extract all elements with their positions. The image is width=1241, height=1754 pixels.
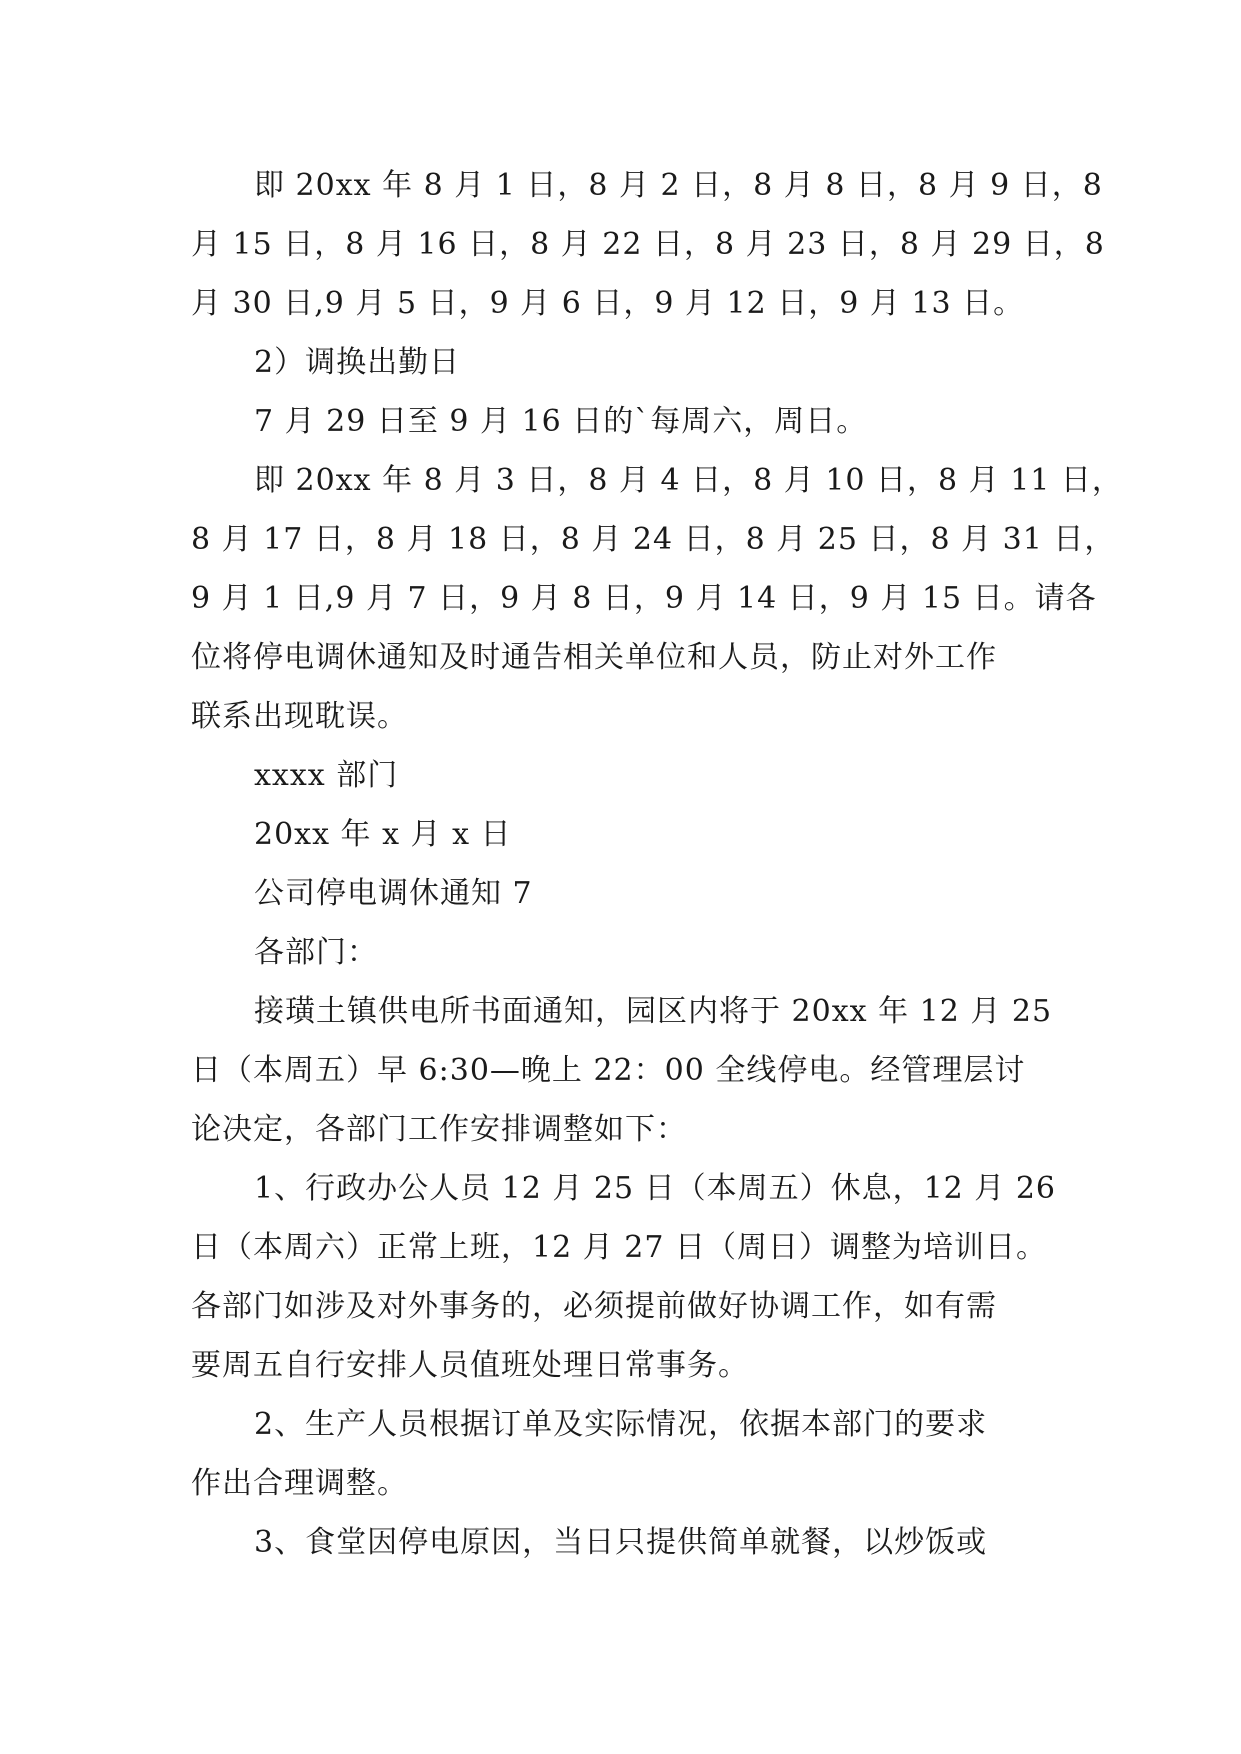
- text-line-16: 日（本周五）早 6:30—晚上 22：00 全线停电。经管理层讨: [191, 1053, 1026, 1088]
- text-line-19: 日（本周六）正常上班，12 月 27 日（周日）调整为培训日。: [191, 1230, 1047, 1265]
- text-line-5: 7 月 29 日至 9 月 16 日的`每周六，周日。: [254, 404, 868, 439]
- text-line-7: 8 月 17 日，8 月 18 日，8 月 24 日，8 月 25 日，8 月 31 日，: [191, 522, 1116, 557]
- text-line-23: 作出合理调整。: [191, 1466, 408, 1501]
- text-line-15: 接璜土镇供电所书面通知，园区内将于 20xx 年 12 月 25: [254, 994, 1053, 1029]
- text-line-22: 2、生产人员根据订单及实际情况，依据本部门的要求: [254, 1407, 988, 1442]
- text-line-20: 各部门如涉及对外事务的，必须提前做好协调工作，如有需: [191, 1289, 997, 1324]
- text-line-3: 月 30 日,9 月 5 日，9 月 6 日，9 月 12 日，9 月 13 日。: [191, 286, 1025, 321]
- text-line-9: 位将停电调休通知及时通告相关单位和人员，防止对外工作: [191, 640, 997, 675]
- text-line-24: 3、食堂因停电原因，当日只提供简单就餐，以炒饭或: [254, 1525, 988, 1560]
- text-line-8: 9 月 1 日,9 月 7 日，9 月 8 日，9 月 14 日，9 月 15 日。请各: [191, 581, 1097, 616]
- text-line-2: 月 15 日，8 月 16 日，8 月 22 日，8 月 23 日，8 月 29 日，8: [191, 227, 1105, 262]
- text-line-18: 1、行政办公人员 12 月 25 日（本周五）休息，12 月 26: [254, 1171, 1056, 1206]
- text-line-6: 即 20xx 年 8 月 3 日，8 月 4 日，8 月 10 日，8 月 11 日，: [254, 463, 1123, 498]
- text-line-21: 要周五自行安排人员值班处理日常事务。: [191, 1348, 749, 1383]
- text-line-17: 论决定，各部门工作安排调整如下：: [191, 1112, 687, 1147]
- text-line-10: 联系出现耽误。: [191, 699, 408, 734]
- text-line-14: 各部门：: [254, 935, 378, 970]
- text-line-12: 20xx 年 x 月 x 日: [254, 817, 512, 852]
- text-line-11: xxxx 部门: [254, 758, 399, 793]
- text-line-1: 即 20xx 年 8 月 1 日，8 月 2 日，8 月 8 日，8 月 9 日，8: [254, 168, 1103, 203]
- text-line-4: 2）调换出勤日: [254, 345, 461, 380]
- text-line-13: 公司停电调休通知 7: [254, 876, 533, 911]
